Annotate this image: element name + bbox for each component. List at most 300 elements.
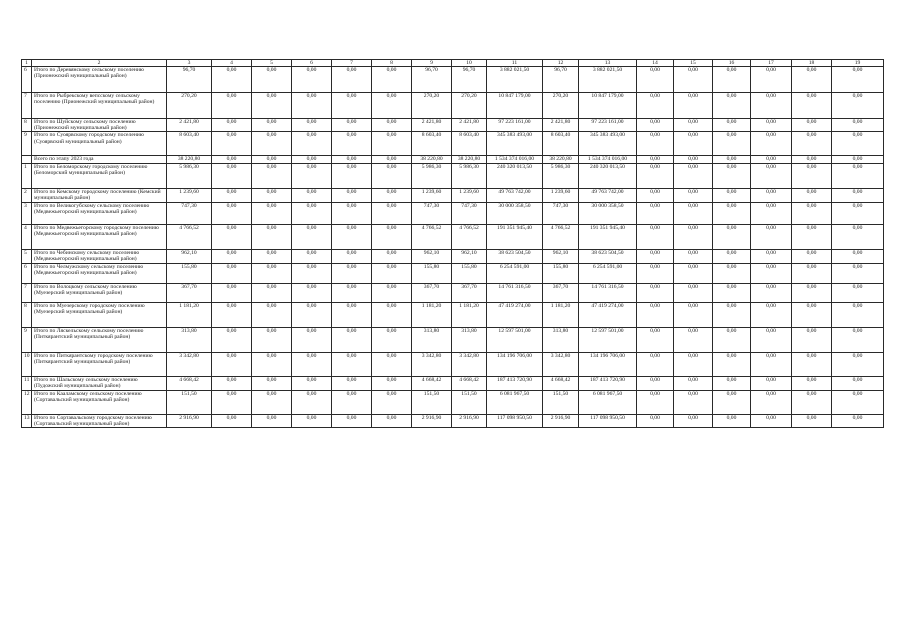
value-cell: 0,00 — [674, 390, 713, 414]
value-cell: 0,00 — [292, 202, 332, 224]
value-cell: 270,20 — [412, 93, 452, 119]
value-cell: 0,00 — [372, 188, 412, 202]
value-cell: 0,00 — [332, 376, 372, 390]
value-cell: 4 766,52 — [167, 224, 212, 249]
settlement-name: Итого по Кааламскому сельскому поселению (Сортавальский муниципальный район) — [32, 390, 167, 414]
table-row — [22, 376, 884, 390]
value-cell: 0,00 — [832, 283, 884, 302]
document-sheet — [21, 59, 863, 428]
row-number: 9 — [22, 132, 32, 156]
value-cell: 155,80 — [452, 263, 487, 283]
value-cell: 0,00 — [252, 156, 292, 163]
value-cell: 0,00 — [332, 263, 372, 283]
value-cell: 0,00 — [252, 327, 292, 352]
value-cell: 0,00 — [637, 283, 674, 302]
value-cell: 0,00 — [751, 249, 792, 263]
value-cell: 0,00 — [792, 163, 832, 188]
value-cell: 1 181,20 — [167, 302, 212, 327]
value-cell: 0,00 — [212, 163, 252, 188]
value-cell: 0,00 — [637, 414, 674, 427]
value-cell: 0,00 — [637, 249, 674, 263]
value-cell: 191 351 945,40 — [487, 224, 543, 249]
value-cell: 0,00 — [252, 249, 292, 263]
value-cell: 0,00 — [292, 132, 332, 156]
value-cell: 345 383 493,00 — [579, 132, 637, 156]
value-cell: 96,70 — [167, 67, 212, 93]
row-number: 7 — [22, 93, 32, 119]
value-cell: 0,00 — [713, 390, 751, 414]
value-cell: 0,00 — [751, 376, 792, 390]
value-cell: 0,00 — [674, 376, 713, 390]
row-number: 7 — [22, 283, 32, 302]
value-cell: 0,00 — [212, 263, 252, 283]
value-cell: 0,00 — [713, 119, 751, 132]
value-cell: 0,00 — [372, 249, 412, 263]
value-cell: 6 081 967,50 — [487, 390, 543, 414]
value-cell: 0,00 — [713, 132, 751, 156]
value-cell: 0,00 — [292, 188, 332, 202]
value-cell: 38 220,80 — [167, 156, 212, 163]
value-cell: 0,00 — [674, 352, 713, 376]
value-cell: 0,00 — [792, 283, 832, 302]
value-cell: 0,00 — [832, 188, 884, 202]
value-cell: 12 597 501,00 — [579, 327, 637, 352]
column-header-12: 12 — [543, 60, 579, 67]
value-cell: 6 254 591,00 — [487, 263, 543, 283]
value-cell: 151,50 — [543, 390, 579, 414]
value-cell: 0,00 — [832, 67, 884, 93]
settlement-name: Итого по Великогубскому сельскому поселению (Медвежьегорский муниципальный район) — [32, 202, 167, 224]
value-cell: 0,00 — [637, 119, 674, 132]
value-cell: 10 847 179,00 — [487, 93, 543, 119]
table-row — [22, 163, 884, 188]
value-cell: 0,00 — [372, 67, 412, 93]
row-number: 9 — [22, 327, 32, 352]
value-cell: 0,00 — [637, 224, 674, 249]
value-cell: 0,00 — [674, 93, 713, 119]
value-cell: 96,70 — [543, 67, 579, 93]
value-cell: 0,00 — [792, 414, 832, 427]
value-cell: 3 882 021,50 — [579, 67, 637, 93]
value-cell: 4 668,42 — [452, 376, 487, 390]
value-cell: 0,00 — [751, 390, 792, 414]
value-cell: 151,50 — [412, 390, 452, 414]
value-cell: 0,00 — [713, 188, 751, 202]
value-cell: 0,00 — [792, 249, 832, 263]
value-cell: 0,00 — [792, 376, 832, 390]
column-header-16: 16 — [713, 60, 751, 67]
value-cell: 0,00 — [674, 327, 713, 352]
column-header-11: 11 — [487, 60, 543, 67]
value-cell: 0,00 — [832, 132, 884, 156]
table-row — [22, 249, 884, 263]
value-cell: 0,00 — [792, 327, 832, 352]
value-cell: 0,00 — [674, 224, 713, 249]
settlement-name: Итого по Деревянскому сельскому поселению (Прионежский муниципальный район) — [32, 67, 167, 93]
data-table — [21, 59, 884, 428]
settlement-name: Итого по Беломорскому городскому поселению (Беломорский муниципальный район) — [32, 163, 167, 188]
value-cell: 747,30 — [412, 202, 452, 224]
value-cell: 0,00 — [751, 327, 792, 352]
value-cell: 0,00 — [372, 132, 412, 156]
column-header-13: 13 — [579, 60, 637, 67]
value-cell: 240 320 013,50 — [579, 163, 637, 188]
value-cell: 0,00 — [713, 93, 751, 119]
settlement-name: Итого по Кемскому городскому поселению (Кемский муниципальный район) — [32, 188, 167, 202]
value-cell: 0,00 — [637, 352, 674, 376]
value-cell: 0,00 — [332, 283, 372, 302]
value-cell: 0,00 — [212, 352, 252, 376]
value-cell: 1 534 374 016,00 — [579, 156, 637, 163]
value-cell: 0,00 — [292, 390, 332, 414]
value-cell: 0,00 — [292, 67, 332, 93]
value-cell: 0,00 — [792, 156, 832, 163]
value-cell: 313,80 — [167, 327, 212, 352]
row-number: 8 — [22, 119, 32, 132]
column-header-4: 4 — [212, 60, 252, 67]
value-cell: 0,00 — [212, 283, 252, 302]
value-cell: 2 916,90 — [412, 414, 452, 427]
value-cell: 12 597 501,00 — [487, 327, 543, 352]
value-cell: 0,00 — [372, 119, 412, 132]
value-cell: 97 223 161,00 — [487, 119, 543, 132]
row-number: 5 — [22, 249, 32, 263]
value-cell: 0,00 — [252, 132, 292, 156]
value-cell: 117 098 950,50 — [579, 414, 637, 427]
value-cell: 0,00 — [332, 302, 372, 327]
value-cell: 0,00 — [292, 224, 332, 249]
settlement-name: Итого по Челмужскому сельскому поселению (Медвежьегорский муниципальный район) — [32, 263, 167, 283]
value-cell: 1 534 374 016,00 — [487, 156, 543, 163]
value-cell: 0,00 — [751, 93, 792, 119]
value-cell: 0,00 — [212, 414, 252, 427]
value-cell: 0,00 — [832, 224, 884, 249]
value-cell: 0,00 — [292, 414, 332, 427]
value-cell: 0,00 — [832, 156, 884, 163]
row-number: 4 — [22, 224, 32, 249]
value-cell: 962,10 — [412, 249, 452, 263]
value-cell: 0,00 — [252, 376, 292, 390]
table-row — [22, 302, 884, 327]
table-row — [22, 352, 884, 376]
value-cell: 367,70 — [167, 283, 212, 302]
value-cell: 0,00 — [832, 352, 884, 376]
value-cell: 0,00 — [372, 93, 412, 119]
value-cell: 0,00 — [637, 376, 674, 390]
table-row — [22, 263, 884, 283]
settlement-name: Итого по Медвежьегорскому городскому поселению (Медвежьегорский муниципальный район) — [32, 224, 167, 249]
value-cell: 0,00 — [212, 390, 252, 414]
value-cell: 0,00 — [212, 202, 252, 224]
value-cell: 0,00 — [637, 188, 674, 202]
value-cell: 962,10 — [452, 249, 487, 263]
value-cell: 5 986,30 — [452, 163, 487, 188]
column-header-17: 17 — [751, 60, 792, 67]
value-cell: 134 196 706,00 — [487, 352, 543, 376]
value-cell: 0,00 — [292, 302, 332, 327]
value-cell: 0,00 — [674, 202, 713, 224]
value-cell: 2 421,80 — [452, 119, 487, 132]
value-cell: 0,00 — [792, 132, 832, 156]
table-row — [22, 132, 884, 156]
value-cell: 38 220,80 — [543, 156, 579, 163]
column-header-3: 3 — [167, 60, 212, 67]
value-cell: 0,00 — [751, 263, 792, 283]
value-cell: 0,00 — [792, 119, 832, 132]
value-cell: 3 342,80 — [412, 352, 452, 376]
value-cell: 0,00 — [637, 327, 674, 352]
value-cell: 0,00 — [832, 249, 884, 263]
value-cell: 38 623 504,50 — [487, 249, 543, 263]
value-cell: 0,00 — [292, 156, 332, 163]
value-cell: 0,00 — [252, 302, 292, 327]
settlement-name: Итого по Муезерскому городскому поселению (Муезерский муниципальный район) — [32, 302, 167, 327]
value-cell: 747,30 — [167, 202, 212, 224]
value-cell: 14 761 316,50 — [487, 283, 543, 302]
value-cell: 187 413 720,90 — [579, 376, 637, 390]
value-cell: 0,00 — [252, 188, 292, 202]
value-cell: 0,00 — [713, 302, 751, 327]
value-cell: 345 383 493,00 — [487, 132, 543, 156]
value-cell: 30 000 358,50 — [579, 202, 637, 224]
value-cell: 0,00 — [212, 302, 252, 327]
value-cell: 0,00 — [252, 67, 292, 93]
value-cell: 0,00 — [674, 302, 713, 327]
table-row — [22, 390, 884, 414]
value-cell: 3 342,80 — [543, 352, 579, 376]
row-number: 10 — [22, 352, 32, 376]
value-cell: 2 421,80 — [412, 119, 452, 132]
value-cell: 0,00 — [637, 163, 674, 188]
value-cell: 747,30 — [452, 202, 487, 224]
value-cell: 0,00 — [832, 376, 884, 390]
value-cell: 0,00 — [751, 67, 792, 93]
column-header-7: 7 — [332, 60, 372, 67]
value-cell: 49 763 742,00 — [579, 188, 637, 202]
row-number: 8 — [22, 302, 32, 327]
value-cell: 0,00 — [372, 327, 412, 352]
value-cell: 962,10 — [167, 249, 212, 263]
value-cell: 367,70 — [452, 283, 487, 302]
value-cell: 8 603,40 — [543, 132, 579, 156]
value-cell: 0,00 — [252, 163, 292, 188]
value-cell: 0,00 — [372, 414, 412, 427]
value-cell: 2 916,90 — [167, 414, 212, 427]
value-cell: 0,00 — [713, 156, 751, 163]
value-cell: 0,00 — [713, 352, 751, 376]
value-cell: 0,00 — [212, 132, 252, 156]
value-cell: 0,00 — [372, 156, 412, 163]
value-cell: 49 763 742,00 — [487, 188, 543, 202]
value-cell: 0,00 — [674, 414, 713, 427]
value-cell: 4 668,42 — [543, 376, 579, 390]
table-row — [22, 202, 884, 224]
value-cell: 1 239,60 — [167, 188, 212, 202]
settlement-name: Итого по Ляскельскому сельскому поселению (Питкярантский муниципальный район) — [32, 327, 167, 352]
value-cell: 97 223 161,00 — [579, 119, 637, 132]
value-cell: 0,00 — [372, 302, 412, 327]
value-cell: 117 098 950,50 — [487, 414, 543, 427]
settlement-name: Итого по Волоцкому сельскому поселению (Муезерский муниципальный район) — [32, 283, 167, 302]
value-cell: 0,00 — [372, 202, 412, 224]
table-row — [22, 67, 884, 93]
value-cell: 0,00 — [832, 302, 884, 327]
value-cell: 0,00 — [252, 263, 292, 283]
value-cell: 1 181,20 — [452, 302, 487, 327]
value-cell: 155,80 — [167, 263, 212, 283]
row-number: 12 — [22, 390, 32, 414]
value-cell: 0,00 — [332, 156, 372, 163]
value-cell: 0,00 — [332, 188, 372, 202]
value-cell: 0,00 — [212, 249, 252, 263]
value-cell: 0,00 — [832, 414, 884, 427]
row-number — [22, 156, 32, 163]
value-cell: 0,00 — [332, 202, 372, 224]
value-cell: 0,00 — [212, 93, 252, 119]
value-cell: 0,00 — [332, 93, 372, 119]
value-cell: 134 196 706,00 — [579, 352, 637, 376]
value-cell: 0,00 — [713, 283, 751, 302]
value-cell: 6 081 967,50 — [579, 390, 637, 414]
value-cell: 0,00 — [713, 202, 751, 224]
value-cell: 0,00 — [751, 352, 792, 376]
value-cell: 0,00 — [832, 119, 884, 132]
row-number: 11 — [22, 376, 32, 390]
value-cell: 0,00 — [674, 119, 713, 132]
value-cell: 38 220,80 — [412, 156, 452, 163]
value-cell: 0,00 — [792, 67, 832, 93]
value-cell: 0,00 — [292, 327, 332, 352]
value-cell: 0,00 — [332, 163, 372, 188]
value-cell: 0,00 — [332, 352, 372, 376]
value-cell: 0,00 — [252, 390, 292, 414]
value-cell: 5 986,30 — [543, 163, 579, 188]
value-cell: 3 342,80 — [167, 352, 212, 376]
value-cell: 0,00 — [792, 352, 832, 376]
column-header-18: 18 — [792, 60, 832, 67]
table-row — [22, 119, 884, 132]
value-cell: 0,00 — [832, 163, 884, 188]
value-cell: 313,80 — [543, 327, 579, 352]
table-row — [22, 414, 884, 427]
value-cell: 0,00 — [832, 390, 884, 414]
value-cell: 8 603,40 — [412, 132, 452, 156]
value-cell: 0,00 — [212, 376, 252, 390]
value-cell: 0,00 — [332, 249, 372, 263]
value-cell: 0,00 — [674, 67, 713, 93]
value-cell: 0,00 — [792, 188, 832, 202]
settlement-name: Итого по Чебинскому сельскому поселению (Медвежьегорский муниципальный район) — [32, 249, 167, 263]
value-cell: 0,00 — [292, 163, 332, 188]
value-cell: 1 239,60 — [452, 188, 487, 202]
settlement-name: Итого по Шальскому сельскому поселению (Пудожский муниципальный район) — [32, 376, 167, 390]
value-cell: 0,00 — [292, 93, 332, 119]
value-cell: 0,00 — [832, 202, 884, 224]
value-cell: 0,00 — [212, 327, 252, 352]
value-cell: 0,00 — [792, 302, 832, 327]
column-header-19: 19 — [832, 60, 884, 67]
settlement-name: Итого по Рыбрекскому вепсскому сельскому поселению (Прионежский муниципальный район) — [32, 93, 167, 119]
value-cell: 0,00 — [674, 249, 713, 263]
value-cell: 6 254 591,00 — [579, 263, 637, 283]
value-cell: 0,00 — [674, 132, 713, 156]
value-cell: 0,00 — [751, 283, 792, 302]
value-cell: 1 239,60 — [543, 188, 579, 202]
value-cell: 0,00 — [751, 202, 792, 224]
value-cell: 0,00 — [372, 283, 412, 302]
value-cell: 0,00 — [751, 224, 792, 249]
row-number: 1 — [22, 163, 32, 188]
value-cell: 0,00 — [252, 93, 292, 119]
value-cell: 0,00 — [332, 132, 372, 156]
value-cell: 0,00 — [637, 156, 674, 163]
value-cell: 240 320 013,50 — [487, 163, 543, 188]
value-cell: 0,00 — [332, 390, 372, 414]
value-cell: 3 882 021,50 — [487, 67, 543, 93]
value-cell: 0,00 — [674, 283, 713, 302]
table-row — [22, 283, 884, 302]
value-cell: 0,00 — [292, 249, 332, 263]
settlement-name: Итого по Суоярвскому городскому поселению (Суоярвский муниципальный район) — [32, 132, 167, 156]
value-cell: 0,00 — [674, 263, 713, 283]
value-cell: 0,00 — [372, 390, 412, 414]
row-number: 6 — [22, 263, 32, 283]
value-cell: 0,00 — [713, 163, 751, 188]
row-number: 6 — [22, 67, 32, 93]
value-cell: 0,00 — [212, 119, 252, 132]
value-cell: 8 603,40 — [452, 132, 487, 156]
value-cell: 151,50 — [167, 390, 212, 414]
value-cell: 313,80 — [412, 327, 452, 352]
value-cell: 0,00 — [252, 119, 292, 132]
value-cell: 0,00 — [332, 119, 372, 132]
value-cell: 8 603,40 — [167, 132, 212, 156]
value-cell: 0,00 — [792, 202, 832, 224]
value-cell: 0,00 — [637, 202, 674, 224]
value-cell: 47 419 274,00 — [487, 302, 543, 327]
column-header-15: 15 — [674, 60, 713, 67]
value-cell: 0,00 — [252, 352, 292, 376]
value-cell: 0,00 — [713, 249, 751, 263]
column-header-5: 5 — [252, 60, 292, 67]
value-cell: 0,00 — [637, 390, 674, 414]
value-cell: 0,00 — [713, 414, 751, 427]
value-cell: 367,70 — [412, 283, 452, 302]
value-cell: 313,80 — [452, 327, 487, 352]
settlement-name: Всего по этапу 2023 года — [32, 156, 167, 163]
value-cell: 4 668,42 — [167, 376, 212, 390]
value-cell: 0,00 — [713, 224, 751, 249]
value-cell: 0,00 — [212, 224, 252, 249]
value-cell: 0,00 — [637, 93, 674, 119]
value-cell: 155,80 — [543, 263, 579, 283]
value-cell: 1 181,20 — [543, 302, 579, 327]
column-header-1: 1 — [22, 60, 32, 67]
value-cell: 96,70 — [412, 67, 452, 93]
value-cell: 2 916,90 — [452, 414, 487, 427]
value-cell: 38 220,80 — [452, 156, 487, 163]
value-cell: 0,00 — [332, 224, 372, 249]
value-cell: 0,00 — [252, 414, 292, 427]
value-cell: 4 766,52 — [543, 224, 579, 249]
value-cell: 0,00 — [332, 327, 372, 352]
value-cell: 747,30 — [543, 202, 579, 224]
column-header-6: 6 — [292, 60, 332, 67]
table-row — [22, 188, 884, 202]
value-cell: 0,00 — [713, 263, 751, 283]
value-cell: 0,00 — [292, 119, 332, 132]
value-cell: 270,20 — [452, 93, 487, 119]
